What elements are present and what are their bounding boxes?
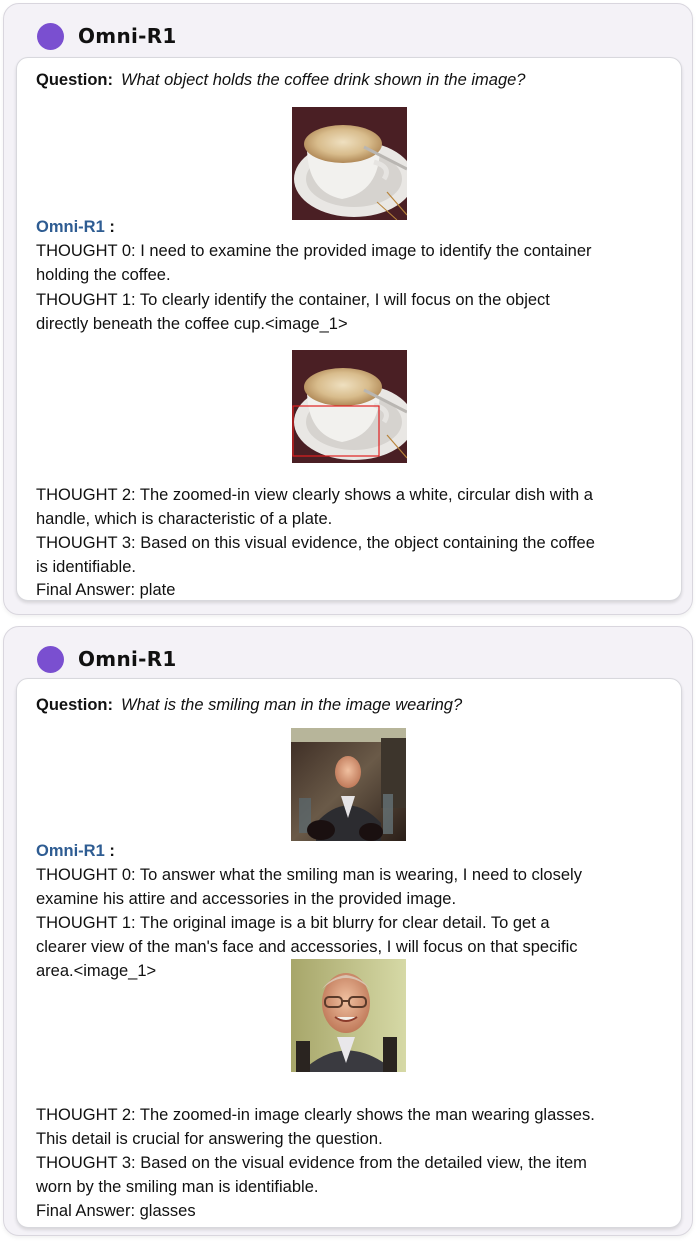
thought-line: directly beneath the coffee cup.<image_1> [36, 315, 348, 333]
thought-line: This detail is crucial for answering the question. [36, 1130, 383, 1148]
agent-label-line [36, 215, 115, 239]
purple-dot-icon [37, 23, 64, 50]
thought-line: area.<image_1> [36, 962, 157, 980]
thought-line: THOUGHT 3: Based on the visual evidence from the detailed view, the item [36, 1154, 587, 1172]
thought-line: clearer view of the man's face and accessories, I will focus on that specific [36, 938, 578, 956]
thought-line: THOUGHT 0: I need to examine the provided image to identify the container [36, 242, 592, 260]
agent-label-line [36, 839, 115, 863]
question-text: What is the smiling man in the image wearing? [121, 696, 463, 714]
example-panel-coffee [3, 3, 693, 615]
thought-line: THOUGHT 2: The zoomed-in view clearly shows a white, circular dish with a [36, 486, 593, 504]
panel-header [37, 644, 177, 674]
purple-dot-icon [37, 646, 64, 673]
man-zoomed-image [291, 959, 406, 1072]
panel-title: Omni-R1 [78, 647, 177, 671]
thought-line: THOUGHT 0: To answer what the smiling man is wearing, I need to closely [36, 866, 582, 884]
question-line [36, 693, 462, 717]
thought-line: THOUGHT 1: To clearly identify the container, I will focus on the object [36, 291, 550, 309]
thought-line: handle, which is characteristic of a plate. [36, 510, 333, 528]
reasoning-card [16, 57, 682, 601]
example-panel-man [3, 626, 693, 1236]
reasoning-card [16, 678, 682, 1228]
thought-line: examine his attire and accessories in the provided image. [36, 890, 457, 908]
final-answer: Final Answer: glasses [36, 1202, 196, 1220]
question-label: Question: [36, 71, 113, 89]
agent-label: Omni-R1 [36, 218, 105, 236]
coffee-original-image [292, 107, 407, 220]
question-line [36, 68, 525, 92]
question-label: Question: [36, 696, 113, 714]
question-text: What object holds the coffee drink shown in the image? [121, 71, 526, 89]
agent-colon: : [104, 218, 115, 236]
final-answer: Final Answer: plate [36, 581, 176, 599]
agent-colon: : [104, 842, 115, 860]
man-original-image [291, 728, 406, 841]
thought-line: THOUGHT 1: The original image is a bit blurry for clear detail. To get a [36, 914, 550, 932]
panel-header [37, 21, 177, 51]
thought-line: THOUGHT 3: Based on this visual evidence, the object containing the coffee [36, 534, 595, 552]
panel-title: Omni-R1 [78, 24, 177, 48]
coffee-bbox-image [292, 350, 407, 463]
agent-label: Omni-R1 [36, 842, 105, 860]
thought-line: worn by the smiling man is identifiable. [36, 1178, 319, 1196]
thought-line: THOUGHT 2: The zoomed-in image clearly shows the man wearing glasses. [36, 1106, 595, 1124]
thought-line: is identifiable. [36, 558, 136, 576]
thought-line: holding the coffee. [36, 266, 171, 284]
